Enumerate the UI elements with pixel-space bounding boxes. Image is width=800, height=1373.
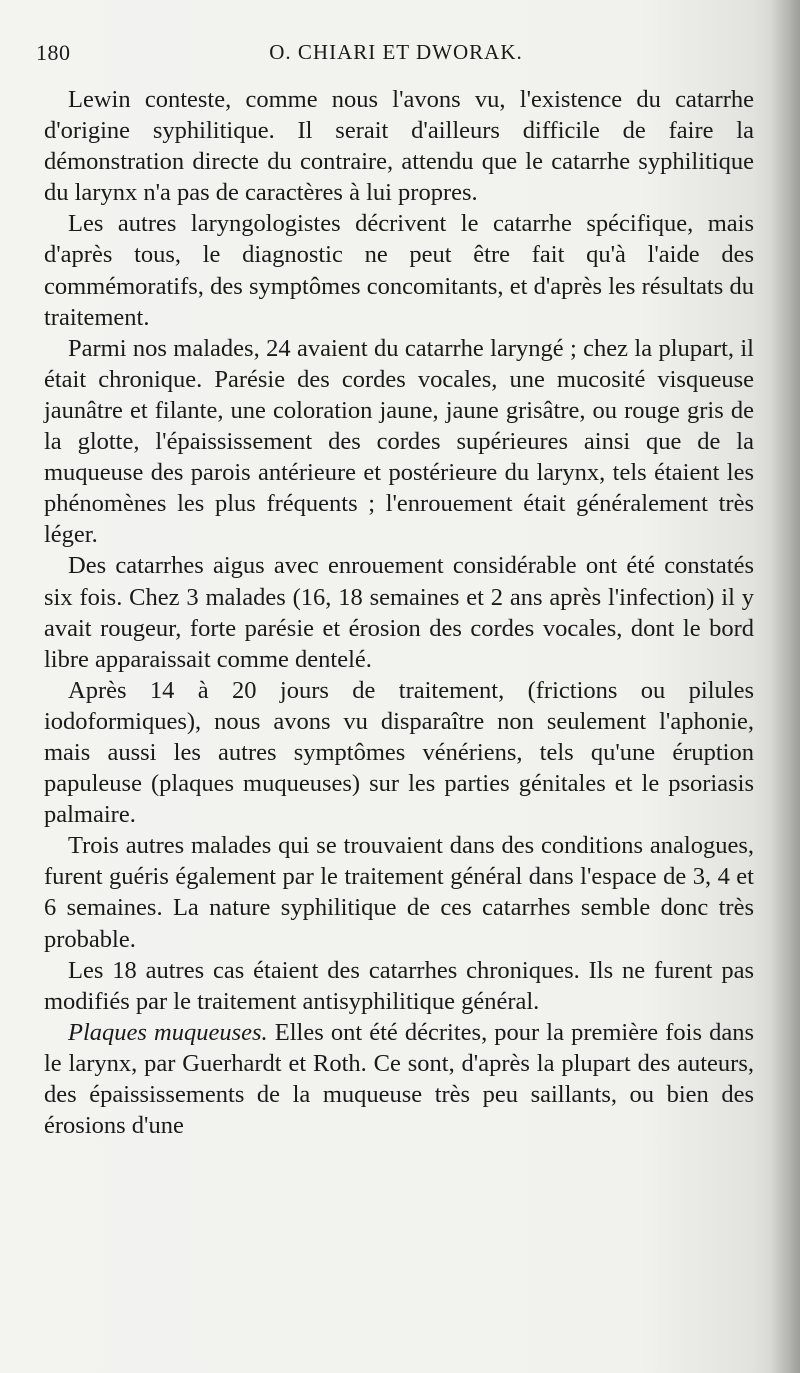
page-edge-shadow [770,0,800,1373]
paragraph: Après 14 à 20 jours de traitement, (frictions ou pilules iodoformiques), nous avons vu disparaître non seulement l'aphonie, mais aussi les autres symptômes vénériens, tels qu'une éruption papuleuse (plaques muqueuses) sur les parties génitales et le psoriasis palmaire. [44,676,754,829]
page-header [36,40,756,74]
paragraph: Trois autres malades qui se trouvaient dans des conditions analogues, furent guéris également par le traitement général dans l'espace de 3, 4 et 6 semaines. La nature syphilitique de ces catarrhes semble donc très probable. [44,832,754,953]
page-number: 180 [36,40,71,65]
paragraph: Des catarrhes aigus avec enrouement considérable ont été constatés six fois. Chez 3 malades (16, 18 semaines et 2 ans après l'infection) il y avait rougeur, forte parésie et érosion des cordes vocales, dont le bord libre apparaissait comme dentelé. [44,552,754,673]
running-head: O. CHIARI ET DWORAK. [269,40,523,64]
section-heading: Plaques muqueuses. [68,1018,268,1046]
paragraph-text: Elles ont été décrites, pour la première fois dans le larynx, par Guerhardt et Roth. Ce sont, d'après la plupart des auteurs, des épaississements de la muqueuse très peu saillants, ou bien des érosions d'une [44,1018,754,1140]
paragraph: Les autres laryngologistes décrivent le catarrhe spécifique, mais d'après tous, le diagnostic ne peut être fait qu'à l'aide des commémoratifs, des symptômes concomitants, et d'après les résultats du traitement. [44,210,754,331]
paragraph: Les 18 autres cas étaient des catarrhes chroniques. Ils ne furent pas modifiés par le traitement antisyphilitique général. [44,956,754,1015]
paragraph: Parmi nos malades, 24 avaient du catarrhe laryngé ; chez la plupart, il était chronique. Parésie des cordes vocales, une mucosité visqueuse jaunâtre et filante, une coloration jaune, jaune grisâtre, ou rouge gris de la glotte, l'épaississement des cordes supérieures ainsi que de la muqueuse des parois antérieure et postérieure du larynx, tels étaient les phénomènes les plus fréquents ; l'enrouement était généralement très léger. [44,334,754,549]
page-body [44,84,754,1141]
paragraph: Lewin conteste, comme nous l'avons vu, l'existence du catarrhe d'origine syphilitique. Il serait d'ailleurs difficile de faire la démonstration directe du contraire, attendu que le catarrhe syphilitique du larynx n'a pas de caractères à lui propres. [44,86,754,207]
paragraph [44,1017,754,1141]
